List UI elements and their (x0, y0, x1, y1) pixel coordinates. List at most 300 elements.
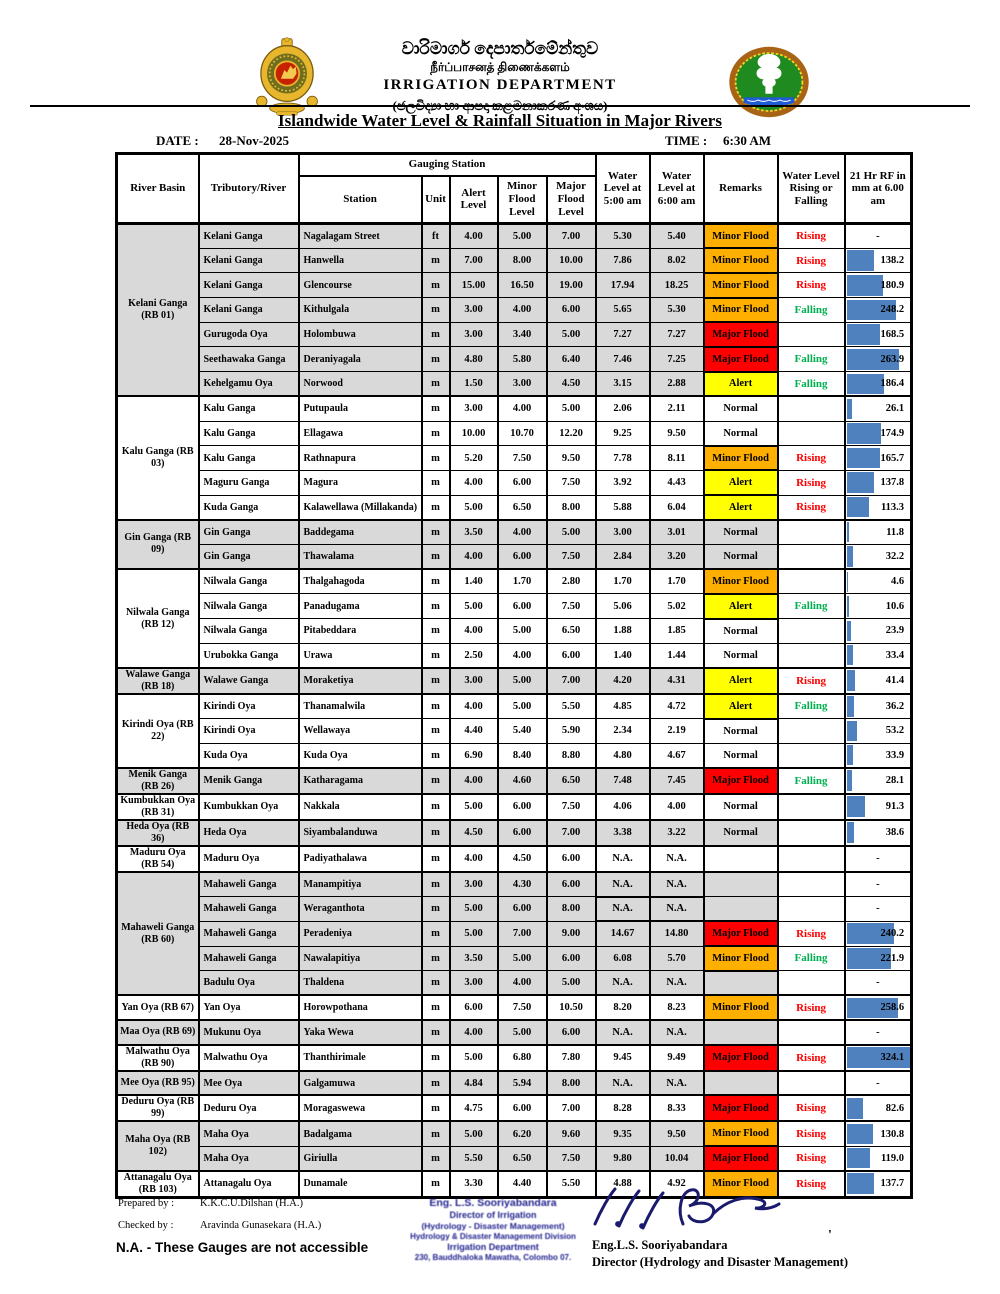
rainfall-value: - (876, 903, 880, 915)
alert-level-cell: 1.50 (450, 372, 498, 397)
water-level-5am-cell: 9.45 (596, 1045, 650, 1071)
rainfall-value: 33.4 (885, 649, 905, 661)
tributary-cell: Maha Oya (199, 1146, 299, 1171)
major-flood-level-cell: 5.90 (547, 719, 596, 744)
trend-cell: Falling (778, 298, 845, 323)
river-basin-cell: Mahaweli Ganga (RB 60) (117, 872, 199, 995)
water-level-5am-cell: 4.06 (596, 794, 650, 820)
minor-flood-level-cell: 4.40 (498, 1171, 547, 1198)
water-level-6am-cell: 5.70 (650, 946, 704, 971)
station-cell: Panadugama (299, 594, 422, 619)
table-row (117, 273, 912, 298)
rainfall-value: - (876, 1026, 880, 1038)
table-row (117, 897, 912, 922)
water-level-5am-cell: N.A. (596, 897, 650, 922)
remarks-cell: Normal (704, 719, 778, 744)
major-flood-level-cell: 6.00 (547, 946, 596, 971)
checked-by-label: Checked by : (118, 1220, 174, 1231)
river-basin-cell: Menik Ganga (RB 26) (117, 768, 199, 794)
tributary-cell: Badulu Oya (199, 971, 299, 996)
major-flood-level-cell: 6.00 (547, 872, 596, 897)
water-level-5am-cell: 1.40 (596, 643, 650, 668)
table-row (117, 1146, 912, 1171)
water-level-6am-cell: 5.02 (650, 594, 704, 619)
remarks-cell: Normal (704, 794, 778, 820)
water-level-5am-cell: 6.08 (596, 946, 650, 971)
major-flood-level-cell: 6.00 (547, 298, 596, 323)
remarks-cell: Minor Flood (704, 995, 778, 1020)
table-row (117, 594, 912, 619)
tributary-cell: Maduru Oya (199, 846, 299, 872)
tributary-cell: Kehelgamu Oya (199, 372, 299, 397)
unit-cell: m (422, 396, 450, 421)
alert-level-cell: 5.20 (450, 446, 498, 471)
water-level-5am-cell: 4.85 (596, 694, 650, 719)
water-level-6am-cell: 4.72 (650, 694, 704, 719)
table-row (117, 1171, 912, 1198)
table-row (117, 768, 912, 794)
rainfall-cell (845, 897, 912, 922)
trend-cell (778, 872, 845, 897)
remarks-cell: Minor Flood (704, 273, 778, 298)
unit-cell: m (422, 470, 450, 495)
alert-level-cell: 4.84 (450, 1071, 498, 1096)
tributary-cell: Kelani Ganga (199, 298, 299, 323)
trend-cell (778, 743, 845, 768)
trend-cell: Rising (778, 224, 845, 249)
trend-cell (778, 619, 845, 644)
unit-cell: m (422, 743, 450, 768)
station-cell: Giriulla (299, 1146, 422, 1171)
tributary-cell: Malwathu Oya (199, 1045, 299, 1071)
remarks-cell: Normal (704, 619, 778, 644)
water-level-5am-cell: 17.94 (596, 273, 650, 298)
alert-level-cell: 3.00 (450, 298, 498, 323)
major-flood-level-cell: 8.00 (547, 1071, 596, 1096)
unit-cell: m (422, 421, 450, 446)
station-cell: Moragaswewa (299, 1095, 422, 1121)
minor-flood-level-cell: 5.00 (498, 946, 547, 971)
trend-cell: Rising (778, 995, 845, 1020)
station-cell: Katharagama (299, 768, 422, 794)
station-cell: Thaldena (299, 971, 422, 996)
river-basin-cell: Maha Oya (RB 102) (117, 1121, 199, 1170)
alert-level-cell: 4.00 (450, 619, 498, 644)
minor-flood-level-cell: 5.40 (498, 719, 547, 744)
remarks-cell: Major Flood (704, 1045, 778, 1071)
minor-flood-level-cell: 6.50 (498, 495, 547, 520)
rainfall-cell (845, 1071, 912, 1096)
water-level-5am-cell: N.A. (596, 1020, 650, 1045)
minor-flood-level-cell: 5.00 (498, 694, 547, 719)
alert-level-cell: 4.50 (450, 820, 498, 846)
tributary-cell: Mahaweli Ganga (199, 921, 299, 946)
water-level-6am-cell: 2.88 (650, 372, 704, 397)
alert-level-cell: 4.00 (450, 694, 498, 719)
station-cell: Dunamale (299, 1171, 422, 1198)
rainfall-cell (845, 569, 912, 594)
table-row (117, 921, 912, 946)
rainfall-value: 165.7 (880, 452, 905, 464)
remarks-cell: Alert (704, 594, 778, 619)
minor-flood-level-cell: 10.70 (498, 421, 547, 446)
water-level-5am-cell: 3.00 (596, 520, 650, 545)
water-level-6am-cell: 4.67 (650, 743, 704, 768)
station-cell: Kithulgala (299, 298, 422, 323)
prepared-by-label: Prepared by : (118, 1198, 174, 1209)
trend-cell (778, 1020, 845, 1045)
unit-cell: m (422, 643, 450, 668)
unit-cell: m (422, 322, 450, 347)
station-cell: Badalgama (299, 1121, 422, 1146)
station-cell: Manampitiya (299, 872, 422, 897)
tributary-cell: Kuda Oya (199, 743, 299, 768)
major-flood-level-cell: 7.50 (547, 594, 596, 619)
tributary-cell: Kalu Ganga (199, 446, 299, 471)
minor-flood-level-cell: 4.30 (498, 872, 547, 897)
rainfall-cell (845, 971, 912, 996)
time-value: 6:30 AM (723, 133, 772, 148)
rainfall-cell (845, 298, 912, 323)
col-header-unit: Unit (422, 176, 450, 224)
river-basin-cell: Gin Ganga (RB 09) (117, 520, 199, 569)
minor-flood-level-cell: 7.50 (498, 446, 547, 471)
water-level-5am-cell: 9.25 (596, 421, 650, 446)
major-flood-level-cell: 5.00 (547, 396, 596, 421)
tributary-cell: Attanagalu Oya (199, 1171, 299, 1198)
rainfall-cell (845, 224, 912, 249)
river-table-body (117, 224, 912, 1198)
river-basin-cell: Kumbukkan Oya (RB 31) (117, 794, 199, 820)
remarks-cell: Minor Flood (704, 1121, 778, 1146)
station-cell: Moraketiya (299, 668, 422, 694)
unit-cell: m (422, 768, 450, 794)
unit-cell: m (422, 971, 450, 996)
rainfall-cell (845, 619, 912, 644)
water-level-6am-cell: N.A. (650, 872, 704, 897)
tributary-cell: Kelani Ganga (199, 248, 299, 273)
remarks-cell: Minor Flood (704, 248, 778, 273)
col-header-station: Station (299, 176, 422, 224)
col-header-rainfall: 21 Hr RF in mm at 6.00 am (845, 154, 912, 224)
unit-cell: m (422, 668, 450, 694)
unit-cell: m (422, 1146, 450, 1171)
river-basin-cell: Walawe Ganga (RB 18) (117, 668, 199, 694)
table-row (117, 544, 912, 569)
water-level-6am-cell: 1.70 (650, 569, 704, 594)
water-level-6am-cell: 10.04 (650, 1146, 704, 1171)
station-cell: Hanwella (299, 248, 422, 273)
trend-cell (778, 544, 845, 569)
trend-cell: Rising (778, 1171, 845, 1198)
major-flood-level-cell: 12.20 (547, 421, 596, 446)
river-basin-cell: Maa Oya (RB 69) (117, 1020, 199, 1045)
table-row (117, 396, 912, 421)
checked-by-name: Aravinda Gunasekara (H.A.) (200, 1220, 322, 1231)
minor-flood-level-cell: 1.70 (498, 569, 547, 594)
minor-flood-level-cell: 4.00 (498, 643, 547, 668)
unit-cell: m (422, 1020, 450, 1045)
water-level-6am-cell: 7.25 (650, 347, 704, 372)
rainfall-value: 138.2 (880, 255, 905, 267)
water-level-5am-cell: 2.34 (596, 719, 650, 744)
rainfall-cell (845, 421, 912, 446)
station-cell: Thanamalwila (299, 694, 422, 719)
stamp-line: Hydrology & Disaster Management Division (410, 1232, 576, 1241)
water-level-5am-cell: N.A. (596, 1071, 650, 1096)
minor-flood-level-cell: 16.50 (498, 273, 547, 298)
remarks-cell: Normal (704, 396, 778, 421)
trend-cell (778, 846, 845, 872)
river-basin-cell: Deduru Oya (RB 99) (117, 1095, 199, 1121)
na-footnote: N.A. - These Gauges are not accessible (116, 1240, 369, 1255)
tributary-cell: Kalu Ganga (199, 421, 299, 446)
remarks-cell: Minor Flood (704, 298, 778, 323)
alert-level-cell: 5.00 (450, 495, 498, 520)
water-level-6am-cell: 3.20 (650, 544, 704, 569)
rainfall-cell (845, 768, 912, 794)
trend-cell: Rising (778, 248, 845, 273)
trend-cell (778, 569, 845, 594)
rainfall-value: 32.2 (885, 551, 905, 563)
water-level-6am-cell: N.A. (650, 1071, 704, 1096)
tributary-cell: Maguru Ganga (199, 470, 299, 495)
tributary-cell: Urubokka Ganga (199, 643, 299, 668)
station-cell: Nagalagam Street (299, 224, 422, 249)
rainfall-cell (845, 946, 912, 971)
rainfall-value: 258.6 (880, 1002, 905, 1014)
water-level-5am-cell: 9.35 (596, 1121, 650, 1146)
unit-cell: m (422, 897, 450, 922)
page-title: Islandwide Water Level & Rainfall Situation in Major Rivers (278, 111, 722, 130)
unit-cell: m (422, 1171, 450, 1198)
station-cell: Norwood (299, 372, 422, 397)
alert-level-cell: 4.00 (450, 544, 498, 569)
station-cell: Siyambalanduwa (299, 820, 422, 846)
col-header-wl-5am: Water Level at 5:00 am (596, 154, 650, 224)
trend-cell: Falling (778, 946, 845, 971)
alert-level-cell: 4.00 (450, 470, 498, 495)
rainfall-value: 324.1 (880, 1052, 905, 1064)
rainfall-cell (845, 694, 912, 719)
table-row (117, 470, 912, 495)
rainfall-value: 174.9 (880, 427, 905, 439)
major-flood-level-cell: 4.50 (547, 372, 596, 397)
major-flood-level-cell: 5.00 (547, 520, 596, 545)
minor-flood-level-cell: 8.40 (498, 743, 547, 768)
tributary-cell: Walawe Ganga (199, 668, 299, 694)
letterhead (300, 38, 700, 115)
stamp-line: Director of Irrigation (449, 1210, 537, 1221)
station-cell: Nakkala (299, 794, 422, 820)
alert-level-cell: 4.75 (450, 1095, 498, 1121)
water-level-6am-cell: 8.11 (650, 446, 704, 471)
major-flood-level-cell: 6.50 (547, 619, 596, 644)
water-level-5am-cell: N.A. (596, 846, 650, 872)
col-header-major-flood: Major Flood Level (547, 176, 596, 224)
alert-level-cell: 2.50 (450, 643, 498, 668)
major-flood-level-cell: 7.50 (547, 544, 596, 569)
unit-cell: m (422, 544, 450, 569)
remarks-cell: Major Flood (704, 322, 778, 347)
unit-cell: m (422, 619, 450, 644)
stamp-line: 230, Bauddhaloka Mawatha, Colombo 07. (414, 1253, 572, 1263)
rainfall-value: 28.1 (885, 775, 905, 787)
rainfall-cell (845, 1020, 912, 1045)
water-level-5am-cell: 8.20 (596, 995, 650, 1020)
remarks-cell (704, 1020, 778, 1045)
tributary-cell: Kirindi Oya (199, 694, 299, 719)
remarks-cell: Minor Flood (704, 569, 778, 594)
tributary-cell: Kalu Ganga (199, 396, 299, 421)
trend-cell (778, 322, 845, 347)
stray-pen-mark: ' (828, 1228, 832, 1243)
rainfall-value: - (876, 853, 880, 865)
alert-level-cell: 3.00 (450, 668, 498, 694)
water-level-6am-cell: 4.00 (650, 794, 704, 820)
rainfall-value: 168.5 (880, 329, 905, 341)
alert-level-cell: 4.00 (450, 224, 498, 249)
remarks-cell: Alert (704, 372, 778, 397)
tributary-cell: Maha Oya (199, 1121, 299, 1146)
table-row (117, 569, 912, 594)
table-row (117, 248, 912, 273)
alert-level-cell: 3.50 (450, 520, 498, 545)
org-name-tamil: நீர்ப்பாசனத் திணைக்களம் (430, 60, 570, 75)
tributary-cell: Kumbukkan Oya (199, 794, 299, 820)
trend-cell: Falling (778, 594, 845, 619)
table-row (117, 224, 912, 249)
river-basin-cell: Maduru Oya (RB 54) (117, 846, 199, 872)
alert-level-cell: 3.00 (450, 971, 498, 996)
org-name-english: IRRIGATION DEPARTMENT (383, 77, 617, 94)
rainfall-cell (845, 396, 912, 421)
minor-flood-level-cell: 6.00 (498, 1095, 547, 1121)
station-cell: Thawalama (299, 544, 422, 569)
water-level-5am-cell: 7.46 (596, 347, 650, 372)
water-level-6am-cell: 9.50 (650, 421, 704, 446)
water-level-5am-cell: 5.65 (596, 298, 650, 323)
minor-flood-level-cell: 8.00 (498, 248, 547, 273)
rainfall-value: 33.9 (885, 749, 905, 761)
alert-level-cell: 5.00 (450, 594, 498, 619)
water-level-6am-cell: N.A. (650, 846, 704, 872)
table-row (117, 495, 912, 520)
unit-cell: m (422, 1045, 450, 1071)
minor-flood-level-cell: 5.00 (498, 619, 547, 644)
major-flood-level-cell: 6.00 (547, 846, 596, 872)
signatory-name: Eng.L.S. Sooriyabandara (592, 1238, 728, 1252)
alert-level-cell: 3.00 (450, 322, 498, 347)
trend-cell (778, 643, 845, 668)
water-level-5am-cell: 7.78 (596, 446, 650, 471)
rainfall-value: 82.6 (885, 1102, 905, 1114)
unit-cell: m (422, 248, 450, 273)
trend-cell (778, 794, 845, 820)
alert-level-cell: 15.00 (450, 273, 498, 298)
station-cell: Nawalapitiya (299, 946, 422, 971)
trend-cell: Falling (778, 768, 845, 794)
major-flood-level-cell: 7.50 (547, 794, 596, 820)
rainfall-value: 91.3 (885, 801, 905, 813)
water-level-5am-cell: 7.27 (596, 322, 650, 347)
minor-flood-level-cell: 7.50 (498, 995, 547, 1020)
remarks-cell: Minor Flood (704, 446, 778, 471)
rainfall-cell (845, 1146, 912, 1171)
alert-level-cell: 10.00 (450, 421, 498, 446)
minor-flood-level-cell: 4.50 (498, 846, 547, 872)
station-cell: Kalawellawa (Millakanda) (299, 495, 422, 520)
river-basin-cell: Heda Oya (RB 36) (117, 820, 199, 846)
rainfall-value: 26.1 (885, 403, 905, 415)
remarks-cell: Normal (704, 820, 778, 846)
trend-cell (778, 719, 845, 744)
remarks-cell: Alert (704, 495, 778, 520)
rainfall-value: 263.9 (880, 353, 905, 365)
unit-cell: m (422, 1121, 450, 1146)
station-cell: Weraganthota (299, 897, 422, 922)
remarks-cell: Minor Flood (704, 1171, 778, 1198)
rainfall-value: 11.8 (886, 526, 905, 538)
rainfall-cell (845, 743, 912, 768)
major-flood-level-cell: 7.00 (547, 1095, 596, 1121)
official-stamp (398, 1197, 588, 1263)
remarks-cell: Major Flood (704, 921, 778, 946)
station-cell: Glencourse (299, 273, 422, 298)
unit-cell: m (422, 794, 450, 820)
water-level-6am-cell: N.A. (650, 1020, 704, 1045)
major-flood-level-cell: 6.00 (547, 643, 596, 668)
table-row (117, 372, 912, 397)
alert-level-cell: 4.00 (450, 768, 498, 794)
major-flood-level-cell: 7.80 (547, 1045, 596, 1071)
unit-cell: m (422, 446, 450, 471)
river-basin-cell: Attanagalu Oya (RB 103) (117, 1171, 199, 1198)
stamp-line: Eng. L.S. Sooriyabandara (429, 1197, 557, 1209)
rainfall-cell (845, 495, 912, 520)
water-level-6am-cell: 18.25 (650, 273, 704, 298)
water-level-5am-cell: 7.48 (596, 768, 650, 794)
tributary-cell: Gurugoda Oya (199, 322, 299, 347)
rainfall-value: 10.6 (885, 600, 905, 612)
trend-cell: Rising (778, 668, 845, 694)
major-flood-level-cell: 5.00 (547, 322, 596, 347)
water-level-6am-cell: N.A. (650, 897, 704, 922)
unit-cell: ft (422, 224, 450, 249)
major-flood-level-cell: 9.50 (547, 446, 596, 471)
col-header-minor-flood: Minor Flood Level (498, 176, 547, 224)
water-level-5am-cell: N.A. (596, 872, 650, 897)
irrigation-dept-emblem-icon (727, 45, 811, 119)
rainfall-cell (845, 995, 912, 1020)
table-row (117, 694, 912, 719)
org-name-sinhala: වාරිමාර්ග දෙපාර්තමේන්තුව (401, 39, 599, 58)
minor-flood-level-cell: 4.00 (498, 396, 547, 421)
tributary-cell: Nilwala Ganga (199, 594, 299, 619)
rainfall-value: 137.8 (880, 477, 905, 489)
rainfall-cell (845, 921, 912, 946)
trend-cell: Falling (778, 694, 845, 719)
major-flood-level-cell: 9.60 (547, 1121, 596, 1146)
water-level-5am-cell: 4.80 (596, 743, 650, 768)
water-level-6am-cell: 9.49 (650, 1045, 704, 1071)
station-cell: Magura (299, 470, 422, 495)
alert-level-cell: 3.50 (450, 946, 498, 971)
water-level-5am-cell: 4.20 (596, 668, 650, 694)
trend-cell (778, 520, 845, 545)
minor-flood-level-cell: 5.80 (498, 347, 547, 372)
rainfall-value: 240.2 (880, 928, 905, 940)
